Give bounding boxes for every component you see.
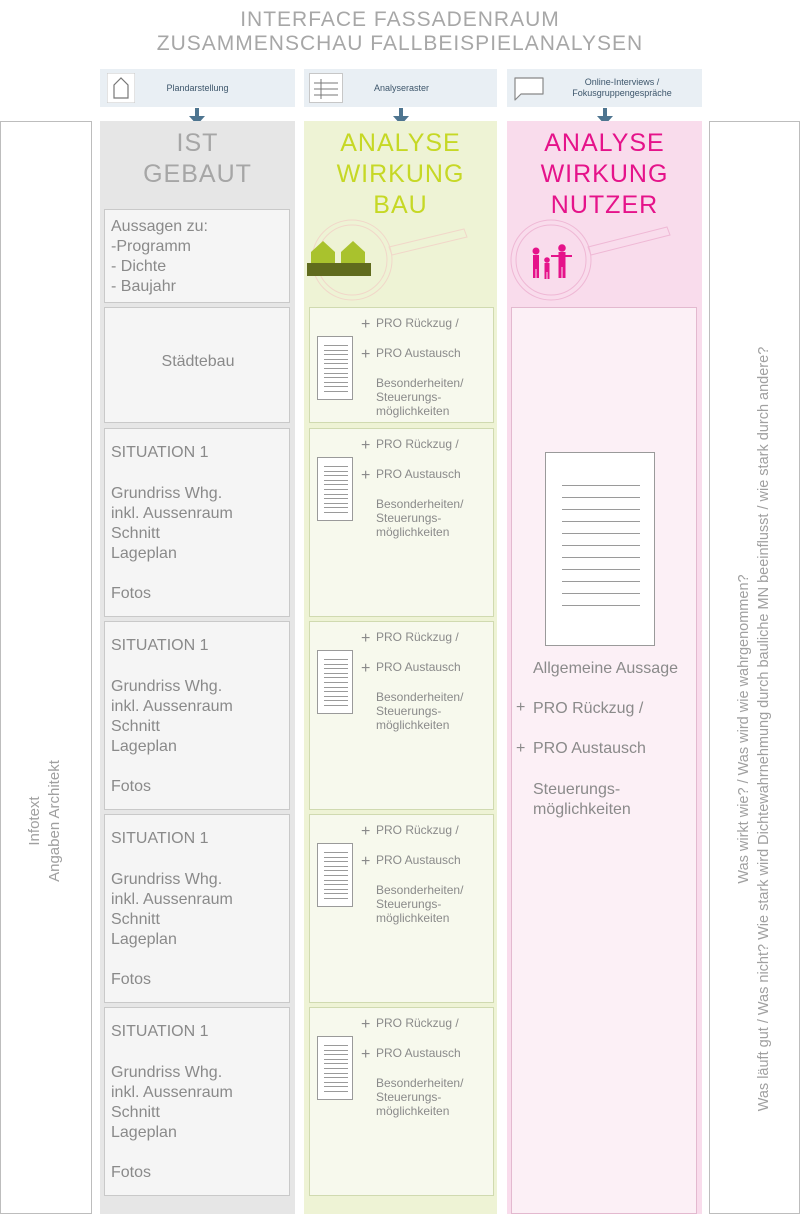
bau-pro-rueckzug: PRO Rückzug / (376, 316, 459, 330)
source-label: Plandarstellung (166, 83, 229, 93)
bau-besonderheiten-line: Steuerungs- (376, 704, 442, 718)
bau-besonderheiten-line: Steuerungs- (376, 390, 442, 404)
situation-box (104, 814, 290, 1003)
heading-line: WIRKUNG (336, 160, 465, 188)
situation-line: Grundriss Whg. (111, 1064, 223, 1081)
left-info-text (25, 731, 65, 911)
bau-besonderheiten-line: möglichkeiten (376, 911, 450, 925)
bau-besonderheiten-line: Besonderheiten/ (376, 883, 464, 897)
bau-pro-rueckzug: PRO Rückzug / (376, 437, 459, 451)
heading-line: ANALYSE (544, 129, 665, 157)
analyse-bau-card (309, 1007, 494, 1196)
plus-icon: + (361, 316, 371, 333)
heading-analyse-bau (304, 128, 497, 221)
situation-title: SITUATION 1 (111, 1023, 209, 1040)
situation-line: inkl. Aussenraum (111, 698, 233, 715)
bau-besonderheiten-line: möglichkeiten (376, 404, 450, 418)
heading-line: ANALYSE (340, 129, 461, 157)
plus-icon: + (361, 346, 371, 363)
right-question-line: Was wirkt wie? / Was wird wie wahrgenommen? (736, 574, 752, 884)
situation-fotos: Fotos (111, 778, 152, 795)
grid-icon (309, 73, 343, 103)
plus-icon: + (361, 1016, 371, 1033)
bau-besonderheiten (376, 690, 463, 732)
title-line-1: INTERFACE FASSADENRAUM (240, 8, 560, 31)
bau-besonderheiten (376, 883, 463, 925)
staedtebau-label: Städtebau (161, 353, 235, 370)
situation-line: inkl. Aussenraum (111, 891, 233, 908)
situation-lines (111, 870, 233, 950)
bau-pro-austausch: PRO Austausch (376, 467, 461, 481)
situation-line: Schnitt (111, 911, 160, 928)
nutzer-steuerung (533, 780, 631, 820)
bau-besonderheiten-line: Besonderheiten/ (376, 1076, 464, 1090)
heading-line: BAU (373, 191, 428, 219)
bau-besonderheiten-line: Steuerungs- (376, 511, 442, 525)
plus-icon: + (361, 467, 371, 484)
bau-besonderheiten-line: Steuerungs- (376, 897, 442, 911)
bau-pro-rueckzug: PRO Rückzug / (376, 1016, 459, 1030)
right-question-text (734, 324, 774, 1134)
left-info-line: Angaben Architekt (46, 760, 63, 882)
plus-icon: + (361, 437, 371, 454)
nutzer-card (511, 307, 697, 1214)
bau-pro-rueckzug: PRO Rückzug / (376, 630, 459, 644)
plus-icon: + (361, 823, 371, 840)
source-label: Analyseraster (373, 83, 430, 93)
source-label: Online-Interviews / Fokusgruppengespräche (572, 77, 672, 98)
situation-box (104, 621, 290, 810)
plus-icon: + (361, 1046, 371, 1063)
plus-icon: + (361, 630, 371, 647)
heading-line: IST (176, 129, 219, 157)
source-plandarstellung (100, 69, 295, 107)
heading-ist-gebaut (100, 128, 295, 190)
staedtebau-box (104, 307, 290, 423)
nutzer-steuerung-line: möglichkeiten (533, 801, 631, 818)
magnifier-people-icon (507, 215, 702, 305)
heading-line: WIRKUNG (540, 160, 669, 188)
heading-line: NUTZER (550, 191, 659, 219)
diagram-title (0, 8, 800, 56)
bau-pro-austausch: PRO Austausch (376, 853, 461, 867)
plus-icon: + (361, 853, 371, 870)
analyse-bau-card (309, 814, 494, 1003)
document-icon (317, 650, 353, 714)
situation-fotos: Fotos (111, 1164, 152, 1181)
situation-line: Lageplan (111, 545, 177, 562)
situation-lines (111, 1063, 233, 1143)
bau-besonderheiten-line: möglichkeiten (376, 525, 450, 539)
analyse-bau-card (309, 307, 494, 423)
bau-pro-austausch: PRO Austausch (376, 346, 461, 360)
intro-line: Aussagen zu: (111, 218, 208, 235)
intro-line: - Baujahr (111, 278, 176, 295)
left-info-line: Infotext (26, 796, 43, 846)
situation-box (104, 1007, 290, 1196)
bau-besonderheiten-line: möglichkeiten (376, 1104, 450, 1118)
source-interviews (507, 69, 702, 107)
source-analyseraster (304, 69, 497, 107)
nutzer-allgemein: Allgemeine Aussage (533, 660, 678, 677)
bau-pro-austausch: PRO Austausch (376, 1046, 461, 1060)
situation-fotos: Fotos (111, 585, 152, 602)
situation-line: Grundriss Whg. (111, 678, 223, 695)
situation-fotos: Fotos (111, 971, 152, 988)
title-line-2: ZUSAMMENSCHAU FALLBEISPIELANALYSEN (156, 32, 644, 55)
situation-line: Schnitt (111, 1104, 160, 1121)
intro-line: - Dichte (111, 258, 167, 275)
bau-besonderheiten (376, 497, 463, 539)
situation-lines (111, 484, 233, 564)
situation-line: Lageplan (111, 931, 177, 948)
situation-lines (111, 677, 233, 757)
heading-line: GEBAUT (143, 160, 252, 188)
situation-line: inkl. Aussenraum (111, 1084, 233, 1101)
speech-bubble-icon (511, 74, 547, 102)
situation-line: Grundriss Whg. (111, 485, 223, 502)
bau-pro-austausch: PRO Austausch (376, 660, 461, 674)
nutzer-pro-rueckzug: PRO Rückzug / (533, 700, 644, 717)
document-icon (545, 452, 655, 646)
analyse-bau-card (309, 621, 494, 810)
left-info-panel (0, 121, 92, 1214)
bau-pro-rueckzug: PRO Rückzug / (376, 823, 459, 837)
heading-analyse-nutzer (507, 128, 702, 221)
bau-besonderheiten-line: Besonderheiten/ (376, 690, 464, 704)
plus-icon: + (361, 660, 371, 677)
bau-besonderheiten-line: möglichkeiten (376, 718, 450, 732)
bau-besonderheiten-line: Steuerungs- (376, 1090, 442, 1104)
situation-line: Schnitt (111, 718, 160, 735)
nutzer-steuerung-line: Steuerungs- (533, 781, 621, 798)
nutzer-pro-austausch: PRO Austausch (533, 740, 646, 757)
situation-line: inkl. Aussenraum (111, 505, 233, 522)
situation-title: SITUATION 1 (111, 637, 209, 654)
situation-line: Lageplan (111, 1124, 177, 1141)
bau-besonderheiten (376, 1076, 463, 1118)
document-icon (317, 457, 353, 521)
situation-title: SITUATION 1 (111, 444, 209, 461)
situation-line: Grundriss Whg. (111, 871, 223, 888)
ist-intro-text (111, 217, 208, 297)
document-icon (317, 336, 353, 400)
document-icon (317, 1036, 353, 1100)
right-question-panel (709, 121, 800, 1214)
plus-icon: + (516, 740, 526, 757)
right-question-line: Was läuft gut / Was nicht? Wie stark wird Dichtewahrnehmung durch bauliche MN beeinflusst / wie stark durch andere? (756, 346, 772, 1112)
magnifier-houses-icon (304, 215, 497, 305)
situation-box (104, 428, 290, 617)
bau-besonderheiten-line: Besonderheiten/ (376, 376, 464, 390)
situation-line: Lageplan (111, 738, 177, 755)
situation-title: SITUATION 1 (111, 830, 209, 847)
intro-line: -Programm (111, 238, 192, 255)
situation-line: Schnitt (111, 525, 160, 542)
bau-besonderheiten-line: Besonderheiten/ (376, 497, 464, 511)
bau-besonderheiten (376, 376, 463, 418)
plus-icon: + (516, 699, 526, 716)
house-outline-icon (107, 73, 135, 103)
analyse-bau-card (309, 428, 494, 617)
ist-intro-box (104, 209, 290, 303)
document-icon (317, 843, 353, 907)
